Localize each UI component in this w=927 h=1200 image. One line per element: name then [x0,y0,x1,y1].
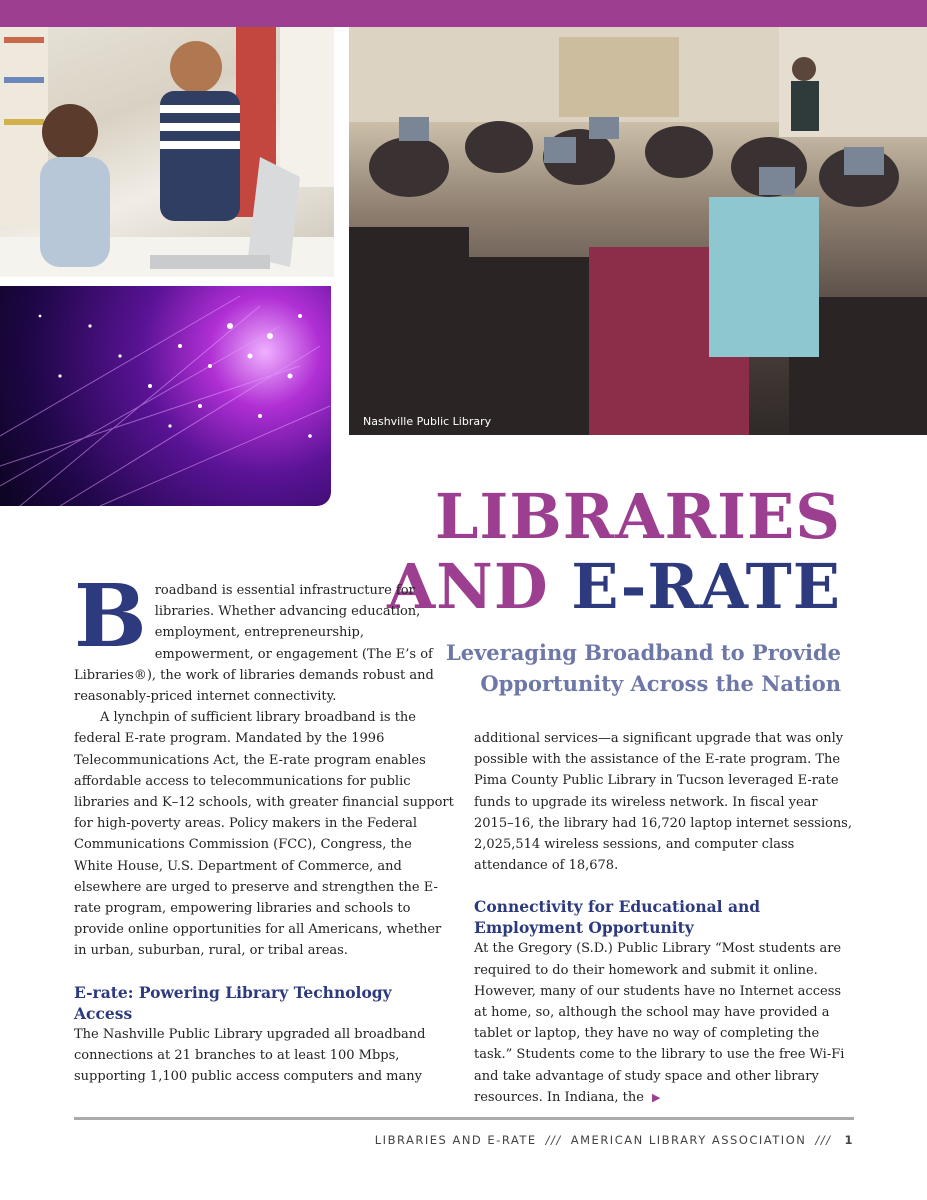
fiber-optics-photo [0,286,331,506]
page-subtitle: Leveraging Broadband to Provide Opportunity Across the Nation [445,640,841,696]
page-number: 1 [844,1133,854,1147]
nashville-paragraph: The Nashville Public Library upgraded all broadband connections at 21 branches to at least 100 Mbps, supporting 1,100 public access computers and many [74,1026,426,1085]
footer-separator: /// [545,1133,562,1147]
section-heading-connectivity: Connectivity for Educational and Employment Opportunity [474,897,761,938]
footer-publication-title: LIBRARIES AND E-RATE [374,1133,537,1147]
page-title [387,482,841,622]
title-line-2-erate: E-RATE [571,550,841,623]
erate-paragraph: A lynchpin of sufficient library broadband is the federal E-rate program. Mandated by the 1996 Telecommunications Act, the E-rate program enables affordable access to telecommunications for public libraries and K–12 schools, with greater financial support for high-poverty areas. Policy makers in the Federal Communications Commission (FCC), Congress, the White House, U.S. Department of Commerce, and elsewhere are urged to preserve and strengthen the E-rate program, empowering libraries and schools to provide online opportunities for all Americans, whether in urban, suburban, rural, or tribal areas. [74,710,454,959]
gregory-text: At the Gregory (S.D.) Public Library “Most students are required to do their homework and submit it online. However, many of our students have no Internet access at home, so, although the school may have provided a tablet or laptop, they have no way of completing the task.” Students come to the library to use the free Wi-Fi and take advantage of study space and other library resources. In Indiana, the [474,941,845,1105]
title-line-1: LIBRARIES [434,480,841,553]
top-color-band [0,0,927,27]
section-heading-erate-powering: E-rate: Powering Library Technology Access [74,982,392,1023]
pima-paragraph: additional services—a significant upgrade that was only possible with the assistance of the E-rate program. The Pima County Public Library in Tucson leveraged E-rate funds to upgrade its wireless network. In fiscal year 2015–16, the library had 16,720 laptop internet sessions, 2,025,514 wireless sessions, and computer class attendance of 18,678. [474,731,852,874]
drop-cap: B [74,566,147,667]
text-column-right [474,728,854,1108]
photo-caption: Nashville Public Library [363,415,492,428]
footer-organization: AMERICAN LIBRARY ASSOCIATION [570,1133,807,1147]
title-line-2 [387,552,841,622]
page-footer [375,1133,854,1147]
intro-paragraph: roadband is essential infrastructure for libraries. Whether advancing education, employment, entrepreneurship, empowerment, or engagement (The E’s of Libraries®), the work of libraries demands robust and reasonably-priced internet connectivity. [74,583,434,705]
continue-arrow-icon: ▶ [651,1090,661,1104]
text-column-left [74,566,454,1087]
footer-rule [74,1117,854,1120]
title-line-2-and: AND [387,550,572,623]
classroom-photo [349,27,927,435]
kids-laptop-photo [0,27,334,277]
gregory-paragraph [474,938,854,1108]
footer-separator-2: /// [815,1133,832,1147]
